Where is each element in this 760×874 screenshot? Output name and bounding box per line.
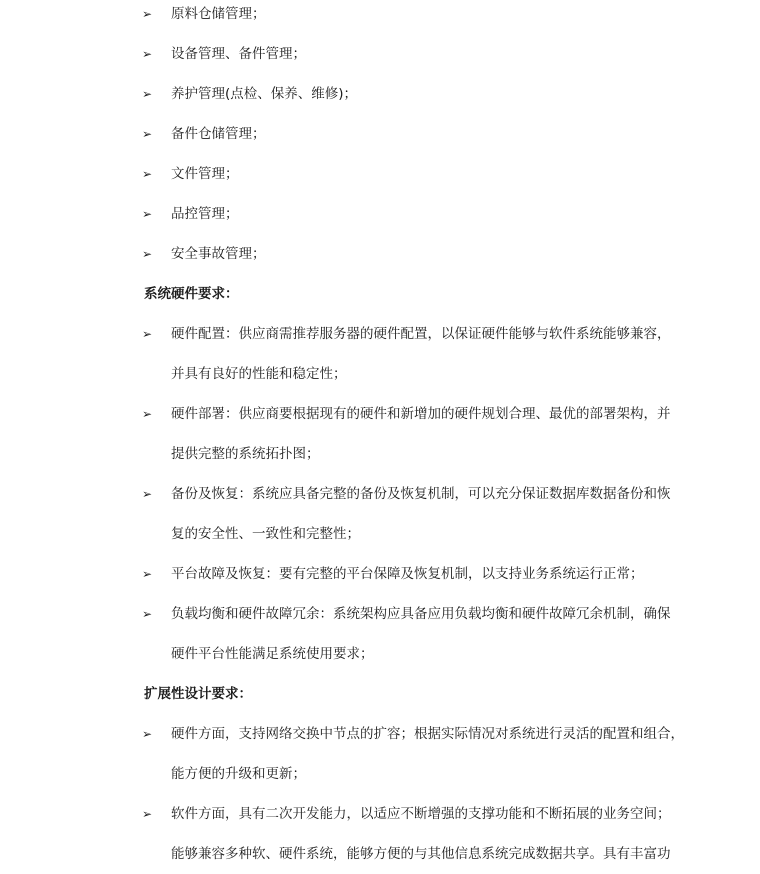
bullet-arrow-icon: ➢ — [142, 567, 153, 581]
list-item-text: 品控管理； — [171, 206, 239, 222]
bullet-arrow-icon: ➢ — [142, 727, 153, 741]
bullet-arrow-icon: ➢ — [142, 127, 153, 141]
list-item-text: 硬件平台性能满足系统使用要求； — [171, 646, 374, 662]
bullet-arrow-icon: ➢ — [142, 327, 153, 341]
list-item-text: 备件仓储管理； — [171, 126, 266, 142]
list-item-text: 并具有良好的性能和稳定性； — [171, 366, 347, 382]
list-item-text: 能够兼容多种软、硬件系统，能够方便的与其他信息系统完成数据共享。具有丰富功 — [171, 846, 671, 862]
list-item-text: 设备管理、备件管理； — [171, 46, 306, 62]
bullet-arrow-icon: ➢ — [142, 7, 153, 21]
list-item-text: 负载均衡和硬件故障冗余：系统架构应具备应用负载均衡和硬件故障冗余机制，确保 — [171, 606, 671, 622]
list-item-text: 硬件配置：供应商需推荐服务器的硬件配置，以保证硬件能够与软件系统能够兼容， — [171, 326, 671, 342]
list-item-text: 软件方面，具有二次开发能力，以适应不断增强的支撑功能和不断拓展的业务空间； — [171, 806, 671, 822]
bullet-arrow-icon: ➢ — [142, 47, 153, 61]
list-item-text: 硬件方面，支持网络交换中节点的扩容；根据实际情况对系统进行灵活的配置和组合， — [171, 726, 684, 742]
bullet-arrow-icon: ➢ — [142, 167, 153, 181]
list-item-text: 安全事故管理； — [171, 246, 266, 262]
list-item-text: 平台故障及恢复：要有完整的平台保障及恢复机制，以支持业务系统运行正常； — [171, 566, 644, 582]
list-item-text: 能方便的升级和更新； — [171, 766, 306, 782]
bullet-arrow-icon: ➢ — [142, 87, 153, 101]
list-item-text: 复的安全性、一致性和完整性； — [171, 526, 360, 542]
bullet-arrow-icon: ➢ — [142, 407, 153, 421]
bullet-arrow-icon: ➢ — [142, 207, 153, 221]
list-item-text: 硬件部署：供应商要根据现有的硬件和新增加的硬件规划合理、最优的部署架构，并 — [171, 406, 671, 422]
list-item-text: 文件管理； — [171, 166, 239, 182]
section-heading-text: 扩展性设计要求： — [144, 686, 252, 702]
list-item-text: 备份及恢复：系统应具备完整的备份及恢复机制，可以充分保证数据库数据备份和恢 — [171, 486, 671, 502]
list-item-text: 养护管理(点检、保养、维修)； — [171, 86, 358, 102]
bullet-arrow-icon: ➢ — [142, 247, 153, 261]
list-item-text: 提供完整的系统拓扑图； — [171, 446, 320, 462]
section-heading-text: 系统硬件要求： — [144, 286, 239, 302]
list-item-text: 原料仓储管理； — [171, 6, 266, 22]
bullet-arrow-icon: ➢ — [142, 607, 153, 621]
bullet-arrow-icon: ➢ — [142, 487, 153, 501]
bullet-arrow-icon: ➢ — [142, 807, 153, 821]
